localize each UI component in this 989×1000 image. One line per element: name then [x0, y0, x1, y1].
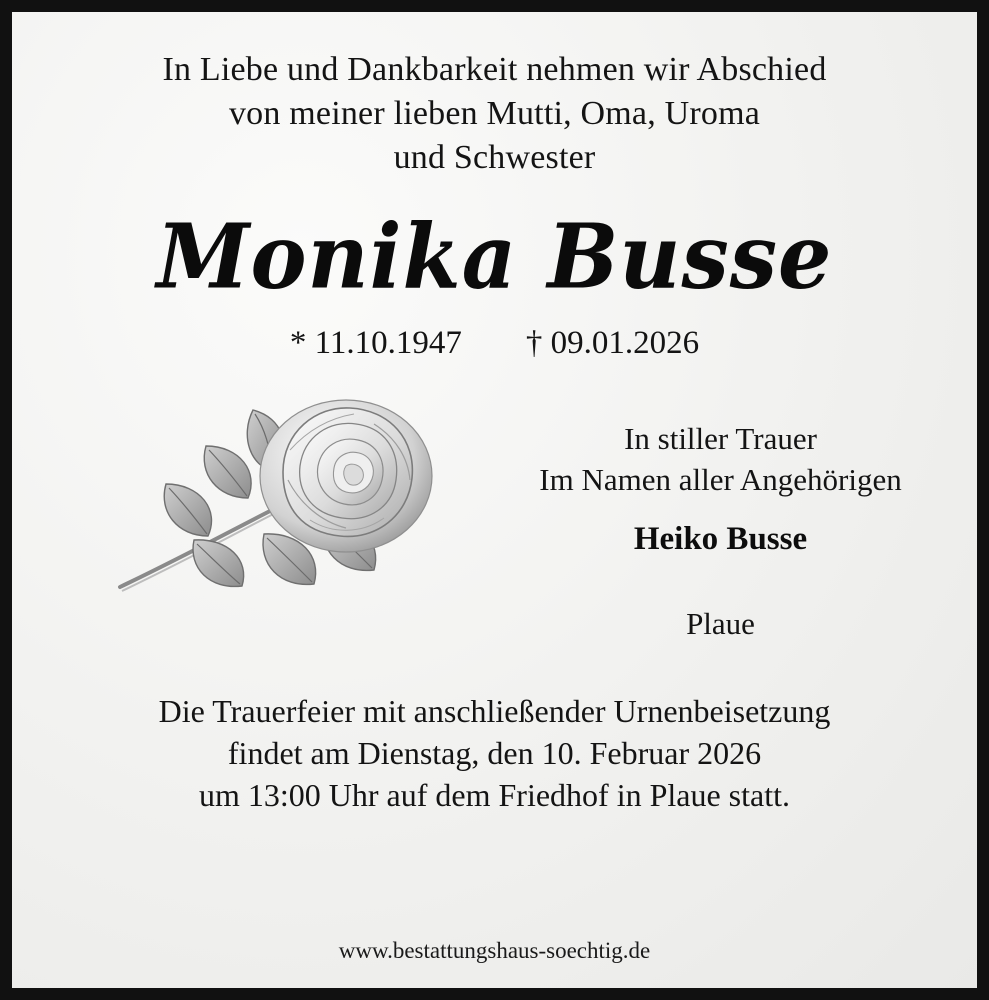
intro-line-2: von meiner lieben Mutti, Oma, Uroma — [228, 95, 761, 133]
mourning-line-1: In stiller Trauer — [624, 420, 817, 456]
life-dates — [40, 325, 949, 362]
deceased-name: Monika Busse — [156, 203, 833, 309]
intro-line-3: und Schwester — [393, 139, 596, 177]
rose-illustration-container — [40, 380, 510, 630]
middle-section — [40, 380, 949, 680]
ceremony-line-1: Die Trauerfeier mit anschließender Urnenbeisetzung — [158, 692, 831, 729]
ceremony-line-3: um 13:00 Uhr auf dem Friedhof in Plaue statt. — [198, 777, 790, 814]
notice-content — [12, 12, 977, 988]
ceremony-details — [40, 690, 949, 817]
place-name: Plaue — [686, 605, 755, 641]
mourning-line-2: Im Namen aller Angehörigen — [539, 462, 902, 498]
signer-name: Heiko Busse — [633, 520, 808, 557]
death-date: † 09.01.2026 — [525, 324, 700, 361]
website-link[interactable]: www.bestattungshaus-soechtig.de — [338, 938, 651, 963]
intro-text — [40, 48, 949, 181]
birth-date: * 11.10.1947 — [289, 324, 462, 361]
ceremony-line-2: findet am Dienstag, den 10. Februar 2026 — [227, 734, 762, 771]
mourning-text — [510, 380, 949, 642]
rose-illustration-icon — [78, 380, 498, 630]
intro-line-1: In Liebe und Dankbarkeit nehmen wir Abschied — [162, 51, 827, 88]
